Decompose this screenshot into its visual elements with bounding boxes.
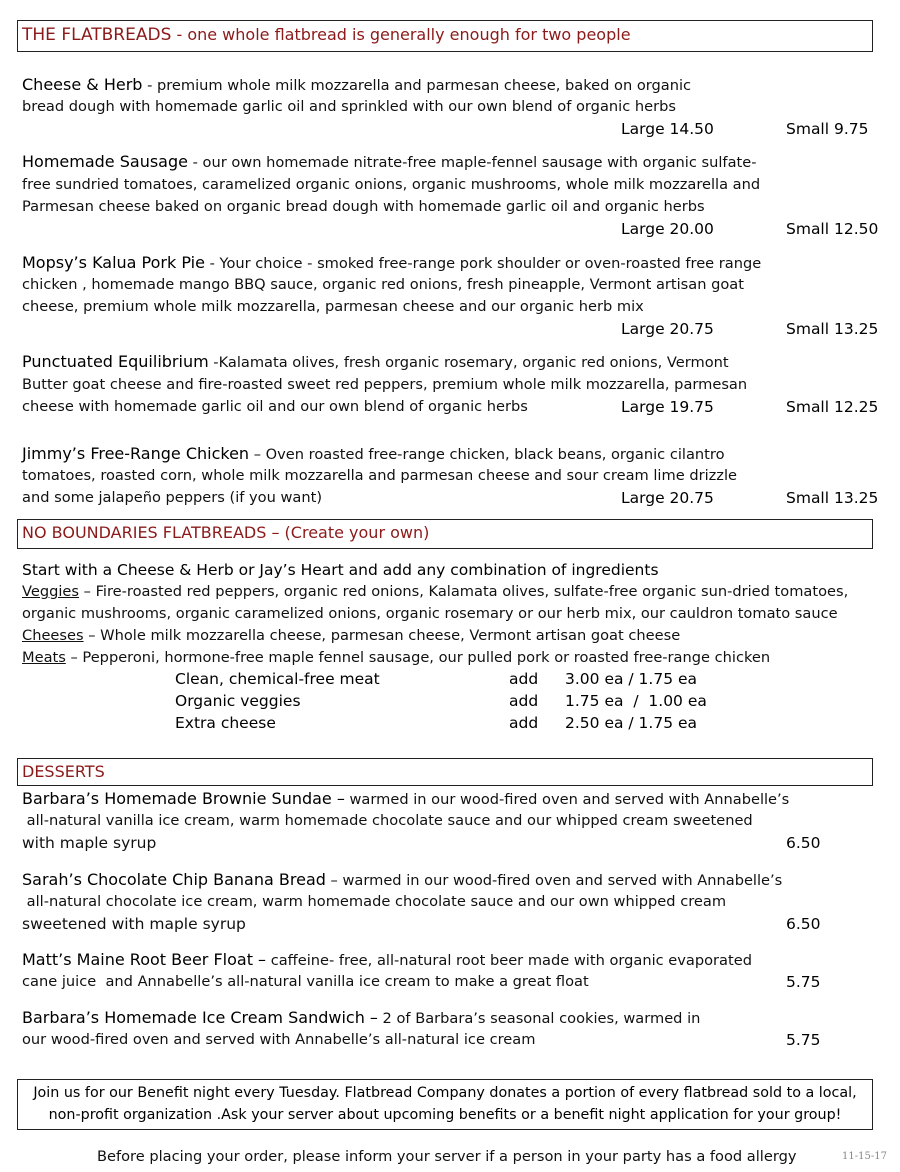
- veggies-line: Veggies – Fire-roasted red peppers, organic red onions, Kalamata olives, sulfate-free organic sun-dried tomatoes,: [22, 583, 849, 600]
- item-name: Cheese & Herb: [22, 75, 143, 94]
- small-price: Small 12.25: [786, 398, 879, 416]
- dessert-price: 5.75: [786, 973, 821, 991]
- benefit-line: Join us for our Benefit night every Tuesday. Flatbread Company donates a portion of every flatbread sold to a local,: [33, 1085, 857, 1101]
- dessert-line: Sarah’s Chocolate Chip Banana Bread – warmed in our wood-fired oven and served with Annabelle’s: [22, 870, 783, 889]
- addon-add: add: [509, 692, 539, 710]
- small-price: Small 12.50: [786, 220, 879, 238]
- dessert-price: 6.50: [786, 834, 821, 852]
- small-price: Small 13.25: [786, 489, 879, 507]
- menu-item-line: and some jalapeño peppers (if you want): [22, 489, 323, 506]
- flatbreads-header-box: [17, 20, 873, 52]
- large-price: Large 14.50: [621, 120, 714, 138]
- dessert-name: Sarah’s Chocolate Chip Banana Bread: [22, 870, 326, 889]
- dessert-line: with maple syrup: [22, 834, 157, 852]
- large-price: Large 20.00: [621, 220, 714, 238]
- benefit-night-box: [17, 1079, 873, 1130]
- addon-add: add: [509, 714, 539, 732]
- flatbreads-title: THE FLATBREADS: [22, 25, 172, 45]
- dessert-line: Barbara’s Homemade Ice Cream Sandwich – 2 of Barbara’s seasonal cookies, warmed in: [22, 1008, 701, 1027]
- no-boundaries-intro: Start with a Cheese & Herb or Jay’s Heart and add any combination of ingredients: [22, 561, 659, 579]
- item-name: Punctuated Equilibrium: [22, 352, 209, 371]
- dessert-line: all-natural vanilla ice cream, warm homemade chocolate sauce and our whipped cream sweetened: [22, 812, 753, 829]
- veggies-line: organic mushrooms, organic caramelized onions, organic rosemary or our herb mix, our cauldron tomato sauce: [22, 605, 838, 622]
- large-price: Large 19.75: [621, 398, 714, 416]
- dessert-name: Matt’s Maine Root Beer Float –: [22, 950, 267, 969]
- menu-item-line: Butter goat cheese and fire-roasted sweet red peppers, premium whole milk mozzarella, parmesan: [22, 376, 748, 393]
- menu-item-line: cheese with homemade garlic oil and our own blend of organic herbs: [22, 398, 528, 415]
- dessert-line: Matt’s Maine Root Beer Float – caffeine- free, all-natural root beer made with organic evaporated: [22, 950, 752, 969]
- addon-label: Extra cheese: [175, 714, 276, 732]
- cheeses-label: Cheeses: [22, 627, 84, 644]
- menu-item-line: cheese, premium whole milk mozzarella, parmesan cheese and our organic herb mix: [22, 298, 644, 315]
- dessert-price: 6.50: [786, 915, 821, 933]
- benefit-line: non-profit organization .Ask your server about upcoming benefits or a benefit night application for your group!: [48, 1107, 842, 1123]
- cheeses-line: Cheeses – Whole milk mozzarella cheese, parmesan cheese, Vermont artisan goat cheese: [22, 627, 681, 644]
- addon-label: Organic veggies: [175, 692, 301, 710]
- menu-item-line: chicken , homemade mango BBQ sauce, organic red onions, fresh pineapple, Vermont artisan goat: [22, 276, 744, 293]
- small-price: Small 9.75: [786, 120, 869, 138]
- flatbreads-subtitle: - one whole flatbread is generally enough for two people: [171, 25, 631, 44]
- menu-item-line: tomatoes, roasted corn, whole milk mozzarella and parmesan cheese and sour cream lime drizzle: [22, 467, 737, 484]
- addon-price: 3.00 ea / 1.75 ea: [565, 670, 698, 688]
- menu-item-line: Punctuated Equilibrium -Kalamata olives, fresh organic rosemary, organic red onions, Vermont: [22, 352, 729, 371]
- item-name: Mopsy’s Kalua Pork Pie: [22, 253, 205, 272]
- small-price: Small 13.25: [786, 320, 879, 338]
- dessert-price: 5.75: [786, 1031, 821, 1049]
- dessert-line: sweetened with maple syrup: [22, 915, 246, 933]
- meats-label: Meats: [22, 649, 66, 666]
- dessert-line: all-natural chocolate ice cream, warm homemade chocolate sauce and our own whipped cream: [22, 893, 727, 910]
- dessert-name: Barbara’s Homemade Ice Cream Sandwich –: [22, 1008, 378, 1027]
- desserts-header-box: [17, 758, 873, 786]
- no-boundaries-header-box: [17, 519, 873, 549]
- menu-item-line: bread dough with homemade garlic oil and sprinkled with our own blend of organic herbs: [22, 98, 676, 115]
- veggies-label: Veggies: [22, 583, 79, 600]
- addon-price: 2.50 ea / 1.75 ea: [565, 714, 698, 732]
- menu-item-line: Mopsy’s Kalua Pork Pie - Your choice - smoked free-range pork shoulder or oven-roasted free range: [22, 253, 762, 272]
- large-price: Large 20.75: [621, 320, 714, 338]
- date-code: 11-15-17: [842, 1151, 887, 1162]
- meats-line: Meats – Pepperoni, hormone-free maple fennel sausage, our pulled pork or roasted free-range chicken: [22, 649, 771, 666]
- menu-item-line: free sundried tomatoes, caramelized organic onions, organic mushrooms, whole milk mozzarella and: [22, 176, 761, 193]
- menu-item-line: Parmesan cheese baked on organic bread dough with homemade garlic oil and organic herbs: [22, 198, 705, 215]
- allergy-note: Before placing your order, please inform your server if a person in your party has a food allergy: [97, 1148, 797, 1165]
- dessert-name: Barbara’s Homemade Brownie Sundae –: [22, 789, 345, 808]
- dessert-line: Barbara’s Homemade Brownie Sundae – warmed in our wood-fired oven and served with Annabelle’s: [22, 789, 790, 808]
- addon-label: Clean, chemical-free meat: [175, 670, 380, 688]
- item-name: Jimmy’s Free-Range Chicken: [22, 444, 250, 463]
- addon-add: add: [509, 670, 539, 688]
- addon-price: 1.75 ea / 1.00 ea: [565, 692, 707, 710]
- large-price: Large 20.75: [621, 489, 714, 507]
- dessert-line: cane juice and Annabelle’s all-natural vanilla ice cream to make a great float: [22, 973, 589, 990]
- menu-item-line: Jimmy’s Free-Range Chicken – Oven roasted free-range chicken, black beans, organic cilantro: [22, 444, 725, 463]
- item-name: Homemade Sausage: [22, 152, 188, 171]
- menu-item-line: Homemade Sausage - our own homemade nitrate-free maple-fennel sausage with organic sulfate-: [22, 152, 757, 171]
- flatbreads-section-title: [22, 25, 631, 45]
- desserts-title: DESSERTS: [22, 762, 105, 781]
- no-boundaries-title: NO BOUNDARIES FLATBREADS – (Create your own): [22, 523, 430, 542]
- dessert-line: our wood-fired oven and served with Annabelle’s all-natural ice cream: [22, 1031, 536, 1048]
- menu-item-line: Cheese & Herb - premium whole milk mozzarella and parmesan cheese, baked on organic: [22, 75, 692, 94]
